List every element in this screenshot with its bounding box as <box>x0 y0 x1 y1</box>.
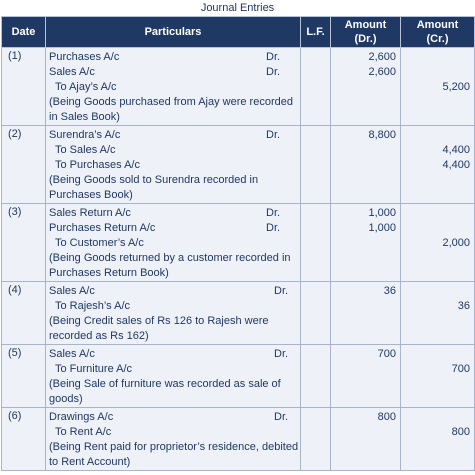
entry-particulars <box>46 408 301 471</box>
account-name: Sales A/c <box>49 285 95 297</box>
entry-debit-amounts <box>331 126 401 204</box>
account-line <box>49 299 300 314</box>
entry-lf <box>301 345 331 408</box>
credit-amount <box>401 284 470 299</box>
debit-marker: Dr. <box>266 129 281 141</box>
account-name: Surendra’s A/c <box>49 129 121 141</box>
debit-amount: 36 <box>383 285 396 297</box>
account-name: Sales A/c <box>49 66 95 78</box>
account-line <box>49 128 300 143</box>
debit-marker: Dr. <box>274 411 289 423</box>
account-name: Purchases A/c <box>49 51 120 63</box>
credit-amount: 800 <box>451 426 470 438</box>
journal-entry-row <box>2 408 475 471</box>
debit-amount <box>331 299 396 314</box>
account-line <box>49 65 300 80</box>
credit-amount <box>401 410 470 425</box>
debit-marker: Dr. <box>266 66 281 78</box>
entry-debit-amounts <box>331 48 401 126</box>
entry-narration: (Being Goods sold to Surendra recorded in Purchases Book) <box>49 174 259 201</box>
account-name: To Rajesh’s A/c <box>55 300 131 312</box>
account-name: To Purchases A/c <box>55 159 140 171</box>
entry-date: (5) <box>2 345 46 408</box>
header-amount-cr-line1: Amount <box>416 19 459 31</box>
entry-debit-amounts <box>331 204 401 282</box>
debit-amount: 1,000 <box>368 207 396 219</box>
account-name: Purchases Return A/c <box>49 222 156 234</box>
account-line <box>49 80 300 95</box>
header-lf: L.F. <box>301 17 331 48</box>
header-amount-dr <box>331 17 401 48</box>
account-name: Drawings A/c <box>49 411 114 423</box>
credit-amount: 4,400 <box>442 159 470 171</box>
entry-narration: (Being Goods returned by a customer recorded in Purchases Return Book) <box>49 252 291 279</box>
entry-particulars <box>46 282 301 345</box>
entry-credit-amounts <box>401 345 475 408</box>
entry-narration: (Being Goods purchased from Ajay were recorded in Sales Book) <box>49 96 293 123</box>
account-line <box>49 425 300 440</box>
debit-amount <box>331 236 396 251</box>
entry-debit-amounts <box>331 345 401 408</box>
credit-amount <box>401 206 470 221</box>
account-line <box>49 206 300 221</box>
journal-entry-row <box>2 345 475 408</box>
table-title: Journal Entries <box>0 0 475 16</box>
debit-amount: 2,600 <box>368 51 396 63</box>
entry-narration: (Being Rent paid for proprietor’s residence, debited to Rent Account) <box>49 441 299 468</box>
account-name: To Ajay’s A/c <box>55 81 117 93</box>
debit-amount: 2,600 <box>368 66 396 78</box>
account-line <box>49 50 300 65</box>
debit-amount <box>331 158 396 173</box>
debit-amount <box>331 362 396 377</box>
entry-credit-amounts <box>401 204 475 282</box>
entry-lf <box>301 282 331 345</box>
entry-date: (4) <box>2 282 46 345</box>
header-particulars: Particulars <box>46 17 301 48</box>
account-line <box>49 143 300 158</box>
entry-credit-amounts <box>401 408 475 471</box>
entry-date: (1) <box>2 48 46 126</box>
header-amount-dr-line1: Amount <box>344 19 387 31</box>
journal-entry-row <box>2 48 475 126</box>
entry-credit-amounts <box>401 282 475 345</box>
account-line <box>49 236 300 251</box>
account-line <box>49 284 300 299</box>
journal-entry-row <box>2 126 475 204</box>
credit-amount: 4,400 <box>442 144 470 156</box>
header-amount-cr <box>401 17 475 48</box>
header-amount-cr-line2: (Cr.) <box>426 33 449 45</box>
credit-amount <box>401 50 470 65</box>
entry-date: (6) <box>2 408 46 471</box>
credit-amount <box>401 221 470 236</box>
entry-particulars <box>46 126 301 204</box>
debit-amount: 800 <box>377 411 396 423</box>
journal-body <box>2 48 475 471</box>
account-line <box>49 347 300 362</box>
debit-amount <box>331 143 396 158</box>
credit-amount <box>401 347 470 362</box>
account-line <box>49 158 300 173</box>
journal-entry-row <box>2 204 475 282</box>
journal-entry-row <box>2 282 475 345</box>
debit-amount: 8,800 <box>368 129 396 141</box>
debit-marker: Dr. <box>274 348 289 360</box>
entry-credit-amounts <box>401 48 475 126</box>
table-header-row <box>2 17 475 48</box>
entry-lf <box>301 48 331 126</box>
account-name: To Furniture A/c <box>55 363 133 375</box>
entry-credit-amounts <box>401 126 475 204</box>
entry-date: (3) <box>2 204 46 282</box>
entry-date: (2) <box>2 126 46 204</box>
entry-particulars <box>46 345 301 408</box>
entry-lf <box>301 204 331 282</box>
journal-table <box>1 16 475 471</box>
account-name: Sales A/c <box>49 348 95 360</box>
debit-amount: 700 <box>377 348 396 360</box>
entry-debit-amounts <box>331 282 401 345</box>
account-line <box>49 221 300 236</box>
account-line <box>49 410 300 425</box>
credit-amount: 5,200 <box>442 81 470 93</box>
entry-particulars <box>46 48 301 126</box>
debit-marker: Dr. <box>266 207 281 219</box>
credit-amount <box>401 128 470 143</box>
account-name: Sales Return A/c <box>49 207 131 219</box>
entry-narration: (Being Sale of furniture was recorded as sale of goods) <box>49 378 281 405</box>
entry-debit-amounts <box>331 408 401 471</box>
account-name: To Sales A/c <box>55 144 116 156</box>
account-name: To Rent A/c <box>55 426 112 438</box>
debit-amount: 1,000 <box>368 222 396 234</box>
entry-narration: (Being Credit sales of Rs 126 to Rajesh were recorded as Rs 162) <box>49 315 269 342</box>
account-name: To Customer’s A/c <box>55 237 144 249</box>
debit-marker: Dr. <box>266 51 281 63</box>
header-amount-dr-line2: (Dr.) <box>354 33 377 45</box>
debit-amount <box>331 80 396 95</box>
debit-marker: Dr. <box>274 285 289 297</box>
account-line <box>49 362 300 377</box>
credit-amount: 36 <box>457 300 470 312</box>
entry-lf <box>301 408 331 471</box>
entry-lf <box>301 126 331 204</box>
debit-marker: Dr. <box>266 222 281 234</box>
header-date: Date <box>2 17 46 48</box>
credit-amount: 700 <box>451 363 470 375</box>
debit-amount <box>331 425 396 440</box>
credit-amount <box>401 65 470 80</box>
credit-amount: 2,000 <box>442 237 470 249</box>
entry-particulars <box>46 204 301 282</box>
